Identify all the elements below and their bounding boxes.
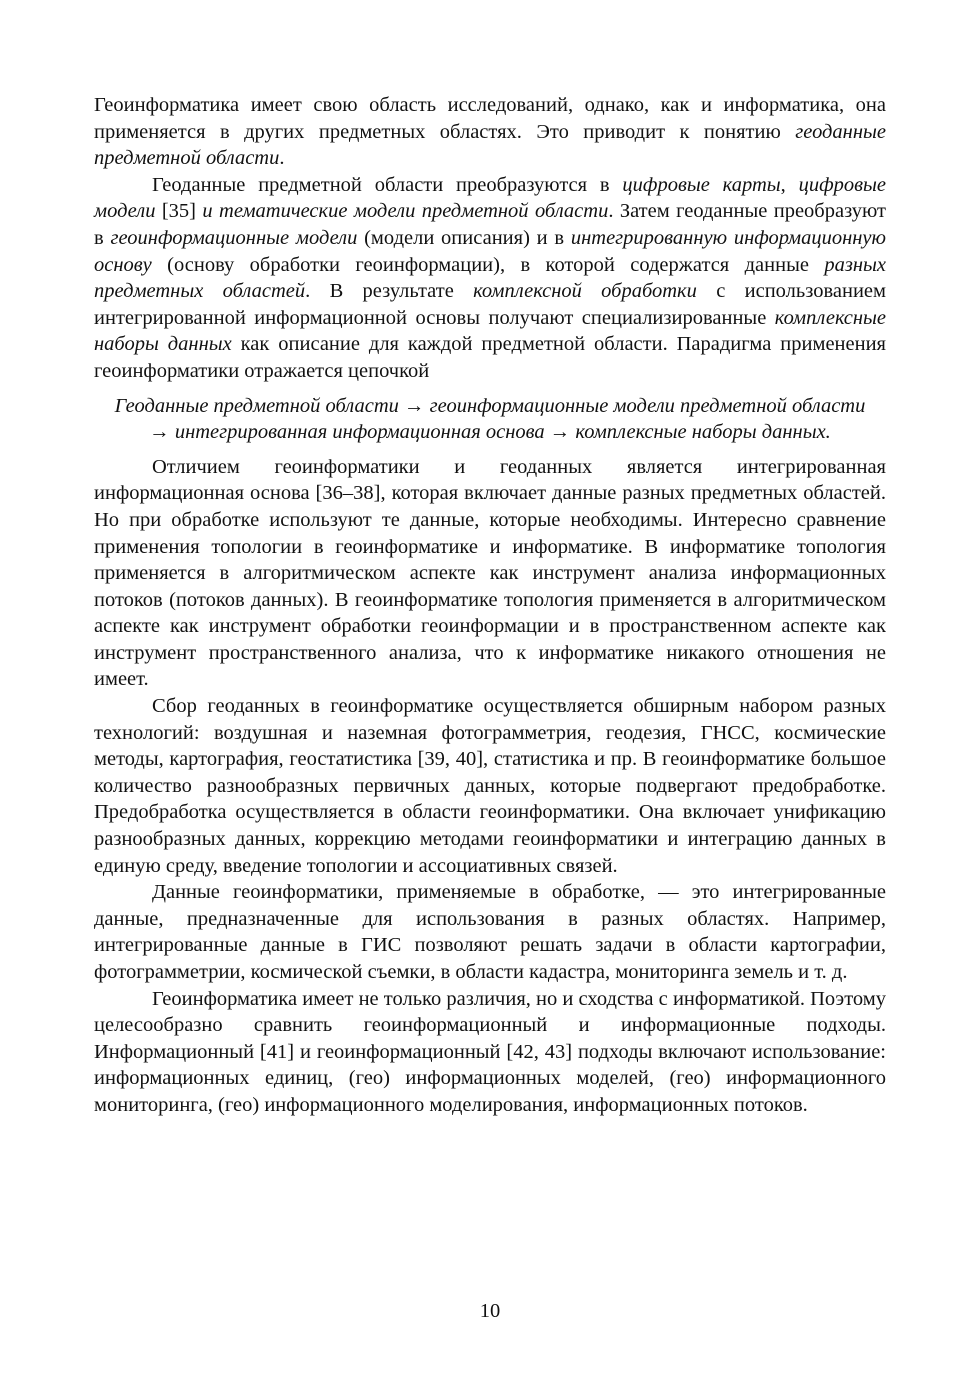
italic-term: разных предметных областей: [94, 253, 886, 303]
italic-term: комплексные наборы данных: [94, 306, 886, 356]
paragraph-integrated-data: Данные геоинформатики, применяемые в обработке, — это интегрированные данные, предназначенные для использования в разных областях. Например, интегрированные данные в ГИС позволяют решать задачи в области картографии, фотограмметрии, космической съемки, в области кадастра, мониторинга земель и т. д.: [94, 881, 886, 983]
text-segment: ,: [780, 173, 799, 196]
text-segment: с использованием интегрированной информационной основы получают специализированные: [94, 280, 886, 329]
text-segment: . В результате: [305, 280, 474, 303]
italic-term: геоданные предметной области: [94, 120, 886, 170]
paragraph-transformation: [94, 172, 886, 385]
text-segment: . Затем геоданные преобразуют в: [94, 200, 886, 249]
italic-term: интегрированную информационную основу: [94, 226, 886, 276]
paragraph-intro: [94, 92, 886, 172]
paragraph-integrated-base: Отличием геоинформатики и геоданных является интегрированная информационная основа [36–38], которая включает данные разных предметных областей. Но при обработке используют те данные, которые необходимы. Интересно сравнение применения топологии в геоинформатике и информатике. В информатике топология применяется в алгоритмическом аспекте как инструмент анализа информационных потоков (потоков данных). В геоинформатике топология применяется в алгоритмическом аспекте как инструмент обработки геоинформации и в пространственном аспекте как инструмент пространственного анализа, что к информатике никакого отношения не имеет.: [94, 455, 886, 691]
italic-term: цифровые модели: [94, 173, 887, 223]
text-segment: Геоинформатика имеет свою область исследований, однако, как и информатика, она применяется в других предметных областях. Это приводит к понятию: [94, 94, 886, 143]
italic-term: и тематические модели предметной области: [202, 200, 609, 223]
document-page: [94, 92, 886, 1119]
text-segment: как описание для каждой предметной области. Парадигма применения геоинформатики отражается цепочкой: [94, 333, 886, 382]
text-segment: [35]: [155, 200, 203, 223]
italic-term: геоинформационные модели: [110, 226, 358, 249]
text-segment: Геоданные предметной области преобразуются в: [152, 173, 623, 196]
paragraph-approaches: Геоинформатика имеет не только различия, но и сходства с информатикой. Поэтому целесообразно сравнить геоинформационный и информационные подходы. Информационный [41] и геоинформационный [42, 43] подходы включают использование: информационных единиц, (гео) информационных моделей, (гео) информационного мониторинга, (гео) информационного моделирования, информационных потоков.: [94, 987, 886, 1116]
text-segment: (основу обработки геоинформации), в которой содержатся данные: [151, 253, 825, 276]
italic-term: цифровые карты: [622, 173, 781, 196]
paragraph-data-collection: Сбор геоданных в геоинформатике осуществляется обширным набором разных технологий: воздушная и наземная фотограмметрия, геодезия, ГНСС, космические методы, картография, геостатистика [39, 40], статистика и пр. В геоинформатике большое количество разнообразных первичных данных, которые подвергают предобработке. Предобработка осуществляется в области геоинформатики. Она включает унификацию разнообразных данных, коррекцию методами геоинформатики и интеграцию данных в единую среду, введение топологии и ассоциативных связей.: [94, 695, 886, 877]
paradigm-chain: Геоданные предметной области → геоинформационные модели предметной области → интегрированная информационная основа → комплексные наборы данных.: [114, 394, 866, 444]
text-segment: (модели описания) и в: [357, 226, 571, 249]
text-segment: .: [279, 147, 285, 170]
page-number: 10: [479, 1300, 501, 1322]
italic-term: комплексной обработки: [473, 280, 697, 303]
